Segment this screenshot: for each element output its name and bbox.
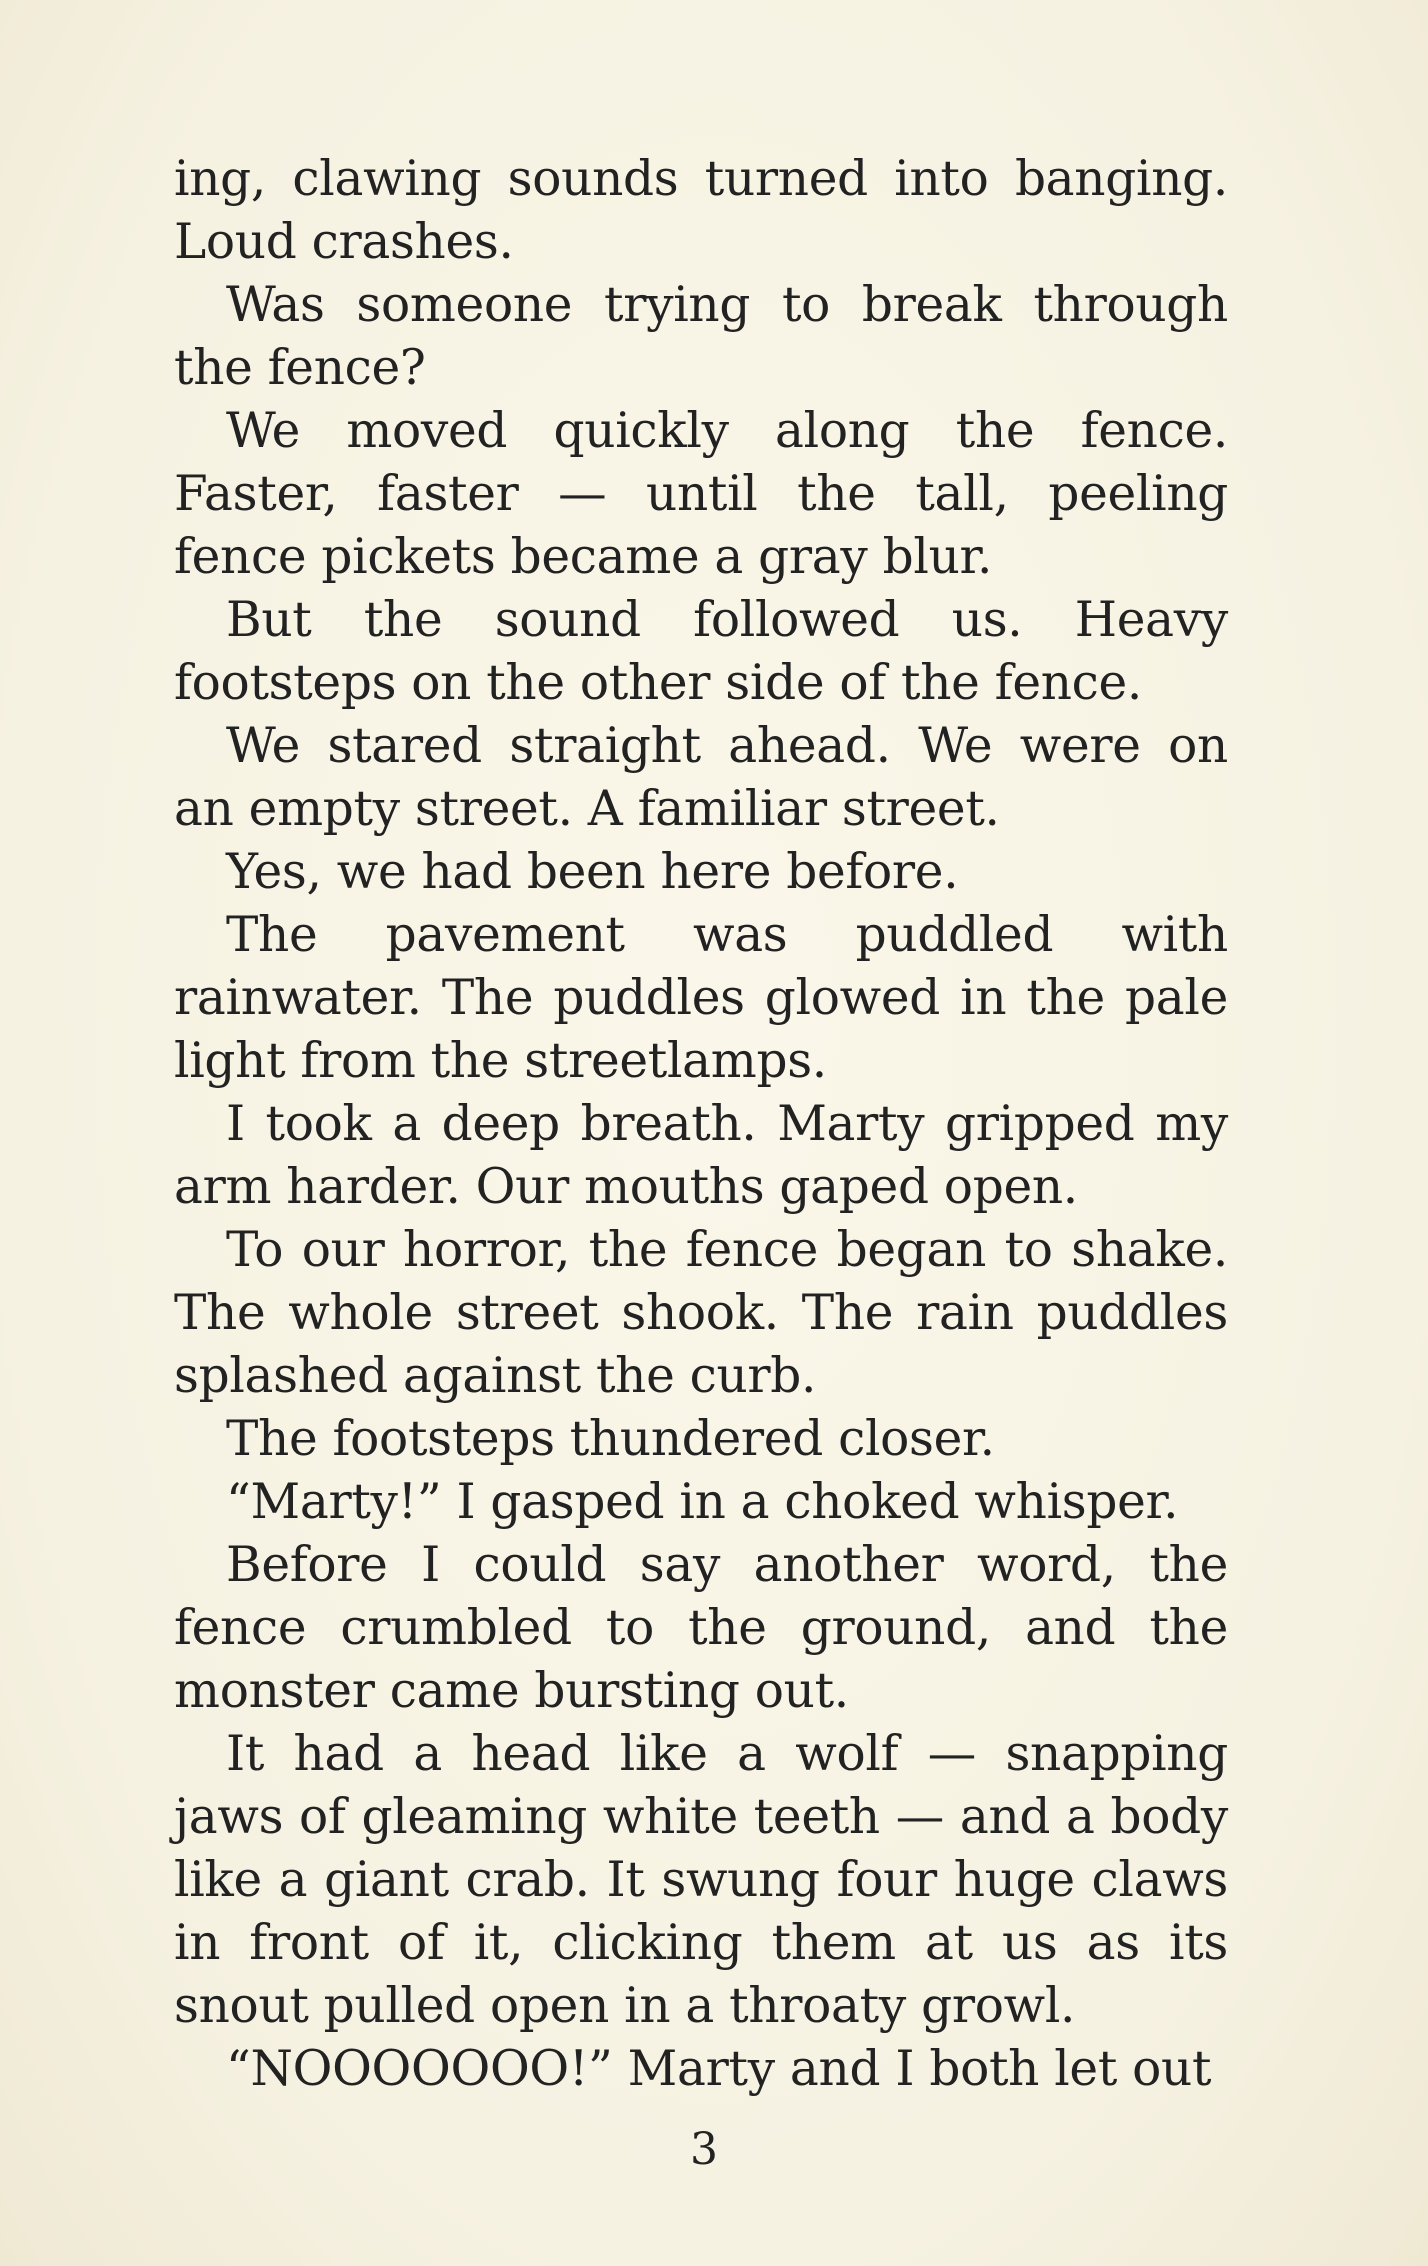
paragraph: I took a deep breath. Marty gripped my arm harder. Our mouths gaped open. [174, 1096, 1228, 1215]
paragraph: Before I could say another word, the fence crumbled to the ground, and the monster came bursting out. [174, 1537, 1228, 1719]
paragraph: ing, clawing sounds turned into banging. Loud crashes. [174, 151, 1228, 270]
page-number: 3 [690, 2124, 718, 2175]
paragraph: To our horror, the fence began to shake. The whole street shook. The rain puddles splashed against the curb. [174, 1222, 1228, 1404]
paragraph: “NOOOOOOO!” Marty and I both let out [226, 2041, 1212, 2097]
paragraph: The pavement was puddled with rainwater. The puddles glowed in the pale light from the streetlamps. [174, 907, 1228, 1089]
paragraph: We stared straight ahead. We were on an empty street. A familiar street. [174, 718, 1228, 837]
paragraph: We moved quickly along the fence. Faster, faster — until the tall, peeling fence pickets became a gray blur. [174, 403, 1228, 585]
paragraph: Was someone trying to break through the fence? [174, 277, 1228, 396]
paragraph: “Marty!” I gasped in a choked whisper. [226, 1474, 1179, 1530]
paragraph: The footsteps thundered closer. [226, 1411, 995, 1467]
body-text [174, 148, 1228, 2101]
paragraph: Yes, we had been here before. [226, 844, 959, 900]
paragraph: It had a head like a wolf — snapping jaws of gleaming white teeth — and a body like a giant crab. It swung four huge claws in front of it, clicking them at us as its snout pulled open in a throaty growl. [174, 1726, 1228, 2034]
paragraph: But the sound followed us. Heavy footsteps on the other side of the fence. [174, 592, 1228, 711]
